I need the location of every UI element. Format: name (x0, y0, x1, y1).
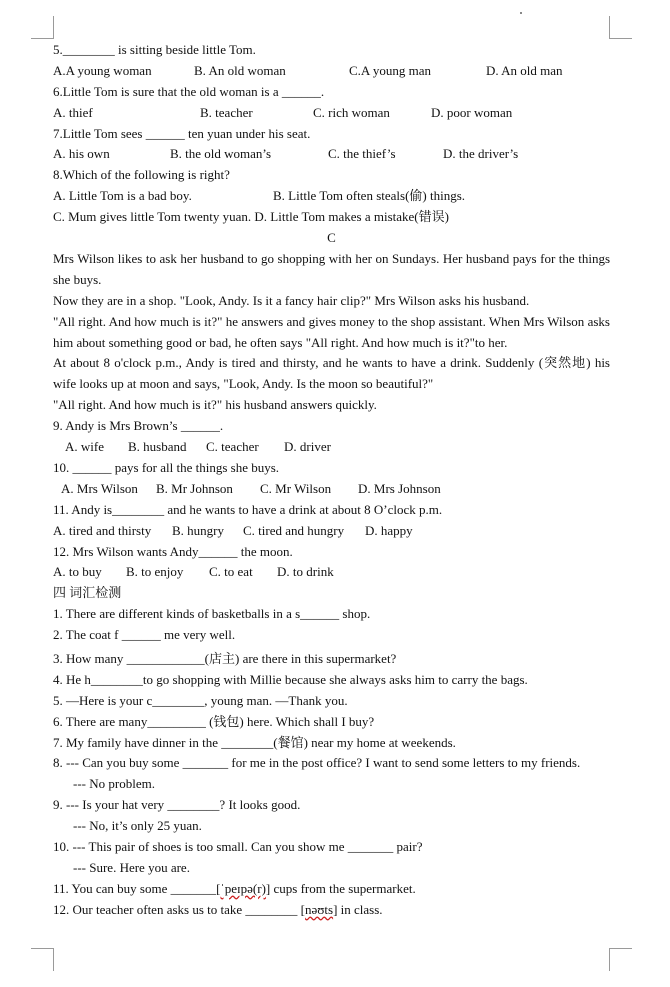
vocab-item: 10. --- This pair of shoes is too small. Can you show me _______ pair? (53, 838, 423, 854)
item-text: ] cups from the supermarket. (265, 880, 416, 896)
option: A. tired and thirsty (53, 522, 152, 538)
crop-mark-top-right (609, 16, 632, 39)
option: B. Mr Johnson (156, 480, 233, 496)
vocab-item: 1. There are different kinds of basketballs in a s______ shop. (53, 606, 371, 622)
question-5-options (53, 61, 610, 82)
passage-paragraph: At about 8 o'clock p.m., Andy is tired and thirsty, and he wants to have a drink. Suddenly (突然地) his wife looks up at moon and says, "Look, Andy. Is the moon so beautiful?" (53, 355, 610, 392)
question-10-options (53, 479, 610, 500)
crop-mark-bottom-right (609, 948, 632, 971)
vocab-reply: --- No, it’s only 25 yuan. (73, 818, 202, 834)
question-11-options (53, 521, 610, 542)
item-text: 11. You can buy some _______[ (53, 880, 221, 896)
vocab-item: 6. There are many_________ (钱包) here. Which shall I buy? (53, 713, 375, 729)
option: A. Little Tom is a bad boy. (53, 188, 192, 204)
question-10: 10. ______ pays for all the things she buys. (53, 459, 280, 475)
option: A. to buy (53, 564, 102, 580)
vocab-item: 7. My family have dinner in the ________(餐馆) near my home at weekends. (53, 734, 456, 750)
phonetic: ˈpeɪpə(r) (220, 880, 266, 896)
question-6-options (53, 103, 610, 124)
crop-mark-bottom-left (31, 948, 54, 971)
option: B. husband (128, 439, 187, 455)
vocab-item: 9. --- Is your hat very ________? It looks good. (53, 797, 301, 813)
item-text: 12. Our teacher often asks us to take ________ [ (53, 901, 305, 917)
option: C. to eat (209, 564, 253, 580)
question-7-options (53, 144, 610, 165)
question-12-options (53, 562, 610, 583)
phonetic: nəʊts (305, 901, 334, 917)
vocab-item: 3. How many ____________(店主) are there in this supermarket? (53, 650, 397, 666)
option: D. driver (284, 439, 331, 455)
vocab-reply: --- No problem. (73, 776, 155, 792)
option: A. Mrs Wilson (61, 480, 138, 496)
vocab-item-12 (53, 900, 610, 921)
question-11: 11. Andy is________ and he wants to have a drink at about 8 O’clock p.m. (53, 501, 443, 517)
option: B. to enjoy (126, 564, 184, 580)
question-8-options-cd: C. Mum gives little Tom twenty yuan. D. Little Tom makes a mistake(错误) (53, 209, 449, 225)
question-9: 9. Andy is Mrs Brown’s ______. (53, 418, 224, 434)
option: D. the driver’s (443, 146, 519, 162)
option: A. thief (53, 104, 93, 120)
passage-paragraph: Now they are in a shop. "Look, Andy. Is it a fancy hair clip?" Mrs Wilson asks his husband. (53, 292, 530, 308)
option: D. happy (365, 522, 413, 538)
question-8-options-ab (53, 186, 610, 207)
vocab-item: 2. The coat f ______ me very well. (53, 627, 236, 643)
question-7: 7.Little Tom sees ______ ten yuan under his seat. (53, 125, 311, 141)
option: A. his own (53, 146, 110, 162)
option: C. the thief’s (328, 146, 396, 162)
document-body (53, 40, 610, 921)
passage-paragraph: "All right. And how much is it?" his husband answers quickly. (53, 397, 377, 413)
question-6: 6.Little Tom is sure that the old woman is a ______. (53, 83, 325, 99)
question-5: 5.________ is sitting beside little Tom. (53, 42, 256, 57)
passage-paragraph: Mrs Wilson likes to ask her husband to go shopping with her on Sundays. Her husband pays for the things she buys. (53, 250, 610, 287)
header-dot (520, 12, 522, 14)
option: D. poor woman (431, 104, 513, 120)
option: B. teacher (200, 104, 253, 120)
vocab-item: 8. --- Can you buy some _______ for me in the post office? I want to send some letters to my friends. (53, 755, 581, 771)
option: B. An old woman (194, 62, 286, 78)
passage-paragraph: "All right. And how much is it?" he answers and gives money to the shop assistant. When Mrs Wilson asks him about something good or bad, he often says "All right. And how much is it?"to her. (53, 313, 610, 350)
option: C.A young man (349, 62, 431, 78)
option: C. tired and hungry (243, 522, 345, 538)
item-text: ] in class. (333, 901, 383, 917)
section-heading: 四 词汇检测 (53, 585, 122, 601)
question-12: 12. Mrs Wilson wants Andy______ the moon. (53, 543, 293, 559)
passage-label: C (327, 230, 336, 246)
vocab-item: 4. He h________to go shopping with Millie because she always asks him to carry the bags. (53, 671, 528, 687)
option: B. the old woman’s (170, 146, 272, 162)
question-9-options (53, 437, 610, 458)
question-8: 8.Which of the following is right? (53, 167, 230, 183)
option: D. An old man (486, 62, 563, 78)
crop-mark-top-left (31, 16, 54, 39)
option: A.A young woman (53, 62, 152, 78)
option: C. teacher (206, 439, 259, 455)
vocab-reply: --- Sure. Here you are. (73, 859, 190, 875)
option: B. hungry (172, 522, 224, 538)
option: C. Mr Wilson (260, 480, 332, 496)
option: A. wife (65, 439, 104, 455)
option: B. Little Tom often steals(偷) things. (273, 188, 466, 204)
option: D. Mrs Johnson (358, 480, 441, 496)
vocab-item-11 (53, 879, 610, 900)
vocab-item: 5. —Here is your c________, young man. —Thank you. (53, 692, 348, 708)
option: C. rich woman (313, 104, 390, 120)
option: D. to drink (277, 564, 334, 580)
